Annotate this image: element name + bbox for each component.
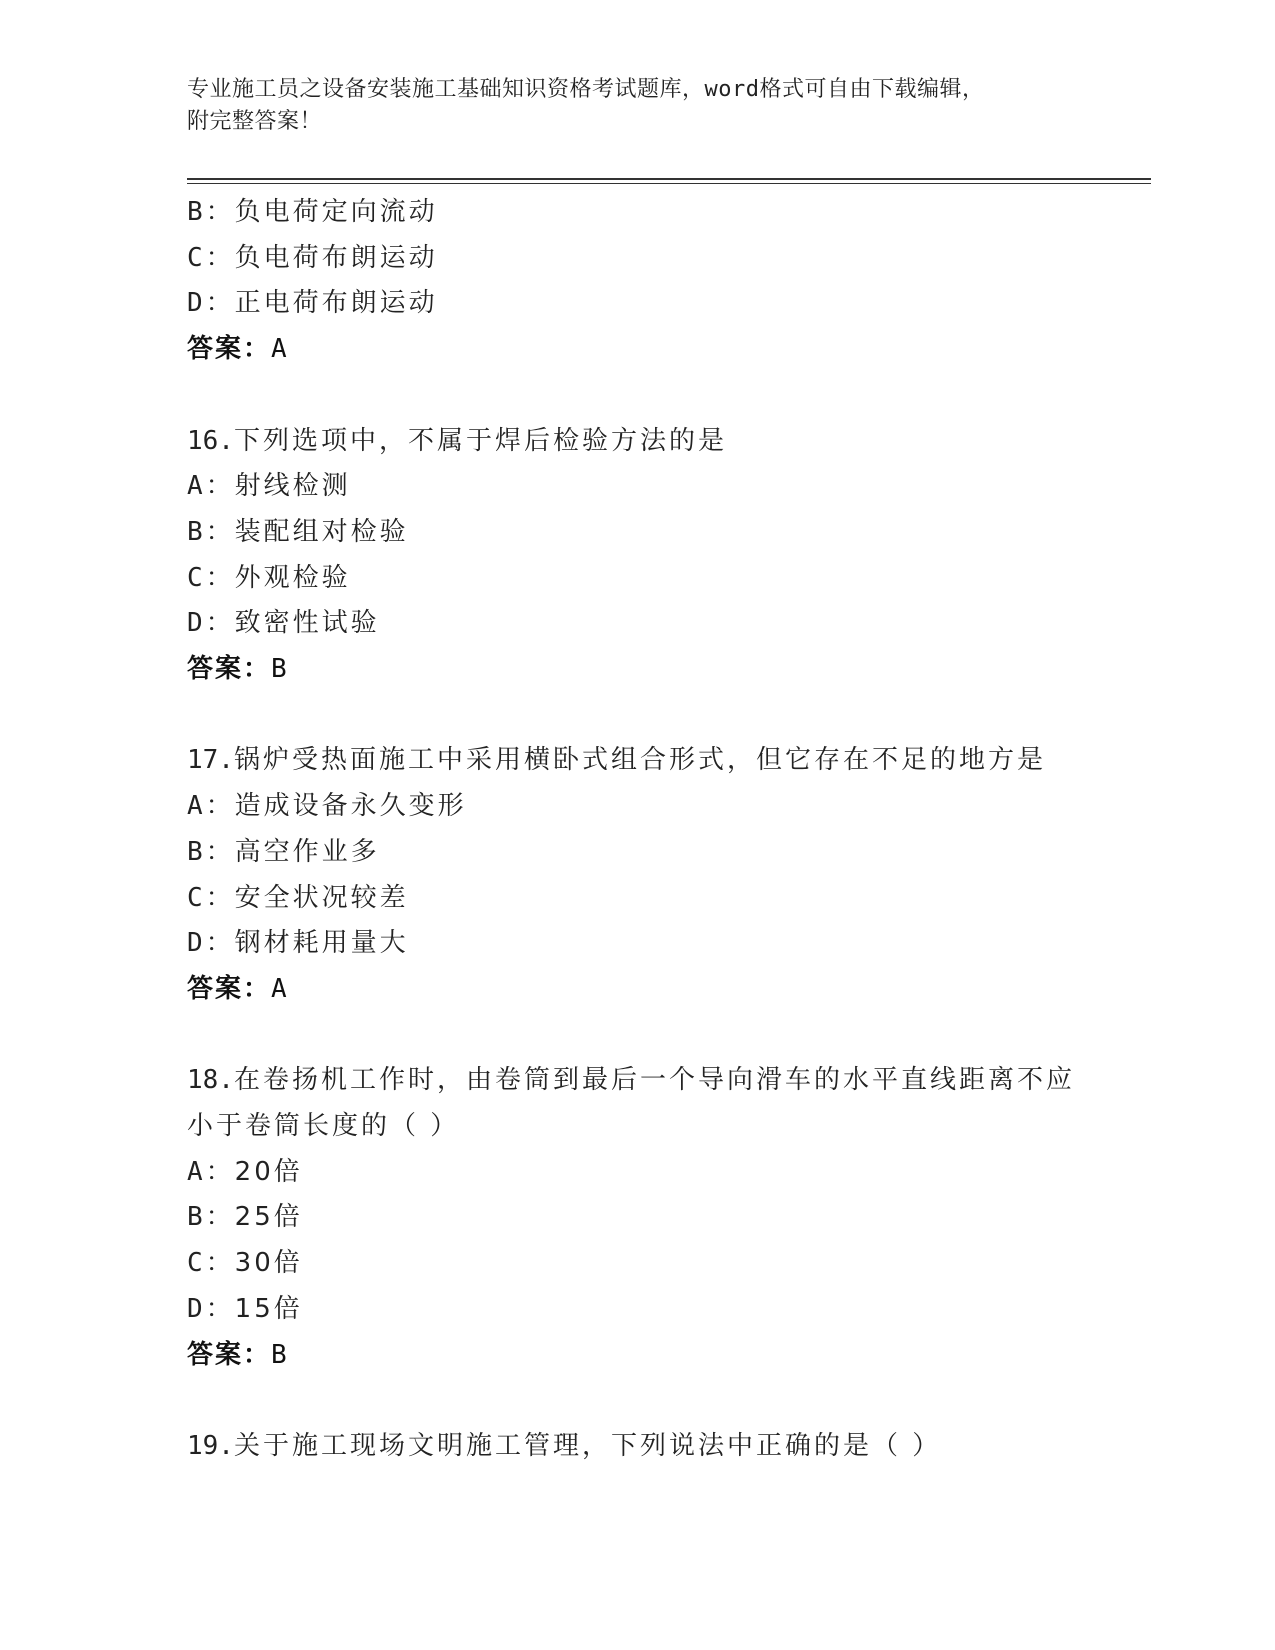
answer-line: 答案：A [187,334,289,365]
option-d: D：正电荷布朗运动 [187,288,438,319]
question-stem: 19.关于施工现场文明施工管理，下列说法中正确的是（ ） [187,1430,942,1461]
header-line-1: 专业施工员之设备安装施工基础知识资格考试题库，word格式可自由下载编辑， [187,77,985,102]
question-17 [187,738,1087,1012]
option-b: B：25倍 [187,1202,303,1233]
answer-line: 答案：B [187,1339,289,1370]
option-b: B：高空作业多 [187,836,380,867]
option-d: D：钢材耗用量大 [187,928,409,959]
header-line-2: 附完整答案！ [187,109,323,134]
option-b: B：装配组对检验 [187,516,409,547]
question-18 [187,1058,1087,1378]
option-c: C：30倍 [187,1248,303,1279]
option-c: C：负电荷布朗运动 [187,242,438,273]
partial-question [187,190,1087,373]
question-16 [187,419,1087,693]
question-stem: 16.下列选项中，不属于焊后检验方法的是 [187,425,727,456]
question-stem: 17.锅炉受热面施工中采用横卧式组合形式，但它存在不足的地方是 [187,745,1046,776]
question-stem: 18.在卷扬机工作时，由卷筒到最后一个导向滑车的水平直线距离不应 [187,1065,1075,1096]
option-a: A：射线检测 [187,471,351,502]
option-a: A：造成设备永久变形 [187,791,467,822]
option-a: A：20倍 [187,1156,303,1187]
question-content [187,190,1087,1470]
option-c: C：安全状况较差 [187,882,409,913]
option-c: C：外观检验 [187,562,351,593]
answer-line: 答案：B [187,654,289,685]
option-b: B：负电荷定向流动 [187,197,438,227]
option-d: D：致密性试验 [187,608,380,639]
question-19 [187,1424,1087,1470]
header-divider-thin [187,183,1151,184]
question-stem-continued: 小于卷筒长度的（ ） [187,1111,460,1142]
document-header [187,74,1067,138]
answer-line: 答案：A [187,973,289,1004]
option-d: D：15倍 [187,1293,303,1324]
header-divider [187,178,1151,180]
